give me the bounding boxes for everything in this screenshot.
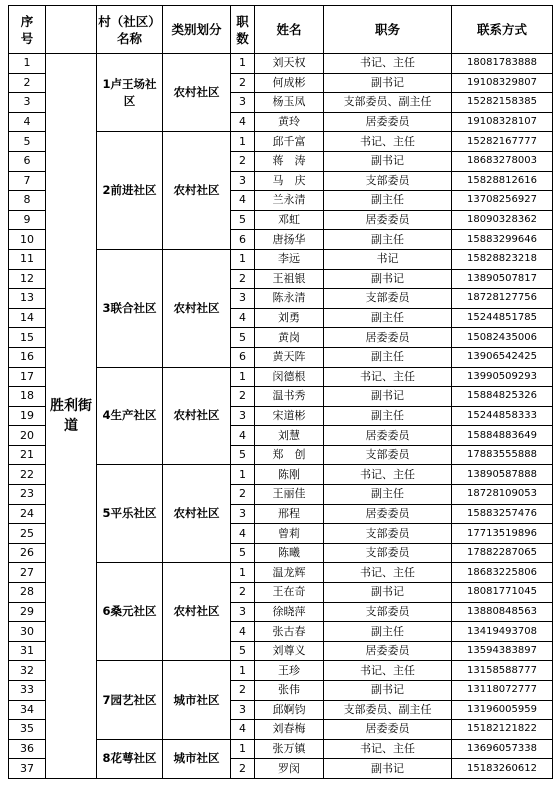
duty-no-cell: 5 [231,641,255,661]
position-cell: 副主任 [324,191,452,211]
duty-no-cell: 2 [231,387,255,407]
name-cell: 刘勇 [255,308,324,328]
duty-no-cell: 1 [231,465,255,485]
phone-cell: 17883555888 [452,445,553,465]
duty-no-cell: 2 [231,269,255,289]
name-cell: 邓虹 [255,210,324,230]
duty-no-cell: 6 [231,230,255,250]
position-cell: 居委委员 [324,210,452,230]
category-cell: 城市社区 [163,661,231,739]
duty-no-cell: 3 [231,289,255,309]
position-cell: 支部委员 [324,602,452,622]
header-row [9,6,553,54]
phone-cell: 15183260612 [452,759,553,779]
phone-cell: 15884883649 [452,426,553,446]
position-cell: 副书记 [324,583,452,603]
seq-cell: 17 [9,367,46,387]
category-cell: 农村社区 [163,465,231,563]
name-cell: 何成彬 [255,73,324,93]
seq-cell: 26 [9,543,46,563]
phone-cell: 13696057338 [452,739,553,759]
duty-no-cell: 4 [231,622,255,642]
position-cell: 居委委员 [324,112,452,132]
position-cell: 书记、主任 [324,661,452,681]
position-cell: 副书记 [324,681,452,701]
duty-no-cell: 1 [231,739,255,759]
phone-cell: 15282167777 [452,132,553,152]
duty-no-cell: 2 [231,151,255,171]
category-cell: 农村社区 [163,367,231,465]
name-cell: 刘慧 [255,426,324,446]
seq-cell: 2 [9,73,46,93]
seq-cell: 4 [9,112,46,132]
duty-no-cell: 4 [231,308,255,328]
seq-cell: 20 [9,426,46,446]
seq-cell: 9 [9,210,46,230]
name-cell: 黄玲 [255,112,324,132]
position-cell: 支部委员 [324,171,452,191]
name-cell: 邱千富 [255,132,324,152]
community-name-cell: 7园艺社区 [97,661,163,739]
duty-no-cell: 4 [231,720,255,740]
name-cell: 王祖银 [255,269,324,289]
seq-cell: 15 [9,328,46,348]
phone-cell: 15828823218 [452,249,553,269]
seq-cell: 37 [9,759,46,779]
header-contact: 联系方式 [452,6,553,54]
phone-cell: 18683278003 [452,151,553,171]
phone-cell: 13906542425 [452,347,553,367]
position-cell: 支部委员 [324,524,452,544]
phone-cell: 15883299646 [452,230,553,250]
community-name-cell: 8花萼社区 [97,739,163,778]
name-cell: 闵德根 [255,367,324,387]
seq-cell: 24 [9,504,46,524]
header-position: 职务 [324,6,452,54]
position-cell: 居委委员 [324,720,452,740]
name-cell: 马 庆 [255,171,324,191]
seq-cell: 34 [9,700,46,720]
position-cell: 书记、主任 [324,132,452,152]
seq-cell: 16 [9,347,46,367]
seq-cell: 12 [9,269,46,289]
duty-no-cell: 1 [231,132,255,152]
community-name-cell: 1卢王场社区 [97,54,163,132]
duty-no-cell: 4 [231,524,255,544]
name-cell: 陈永清 [255,289,324,309]
seq-cell: 8 [9,191,46,211]
duty-no-cell: 1 [231,54,255,74]
position-cell: 支部委员、副主任 [324,700,452,720]
phone-cell: 18683225806 [452,563,553,583]
community-name-cell: 4生产社区 [97,367,163,465]
phone-cell: 13880848563 [452,602,553,622]
phone-cell: 13890587888 [452,465,553,485]
position-cell: 副书记 [324,387,452,407]
phone-cell: 17713519896 [452,524,553,544]
seq-cell: 22 [9,465,46,485]
duty-no-cell: 2 [231,73,255,93]
name-cell: 杨玉凤 [255,93,324,113]
phone-cell: 15883257476 [452,504,553,524]
duty-no-cell: 4 [231,112,255,132]
phone-cell: 15082435006 [452,328,553,348]
seq-cell: 7 [9,171,46,191]
duty-no-cell: 3 [231,93,255,113]
seq-cell: 27 [9,563,46,583]
position-cell: 书记、主任 [324,54,452,74]
phone-cell: 18081771045 [452,583,553,603]
name-cell: 王丽佳 [255,485,324,505]
duty-no-cell: 5 [231,445,255,465]
phone-cell: 13158588777 [452,661,553,681]
name-cell: 徐晓萍 [255,602,324,622]
duty-no-cell: 1 [231,563,255,583]
name-cell: 黄岗 [255,328,324,348]
phone-cell: 15828812616 [452,171,553,191]
seq-cell: 19 [9,406,46,426]
phone-cell: 13419493708 [452,622,553,642]
duty-no-cell: 2 [231,681,255,701]
category-cell: 农村社区 [163,132,231,250]
community-name-cell: 5平乐社区 [97,465,163,563]
duty-no-cell: 3 [231,700,255,720]
seq-cell: 36 [9,739,46,759]
name-cell: 刘春梅 [255,720,324,740]
contact-table [8,5,553,779]
position-cell: 副主任 [324,308,452,328]
name-cell: 张伟 [255,681,324,701]
seq-cell: 10 [9,230,46,250]
seq-cell: 28 [9,583,46,603]
phone-cell: 17882287065 [452,543,553,563]
position-cell: 副主任 [324,622,452,642]
category-cell: 农村社区 [163,54,231,132]
duty-no-cell: 5 [231,210,255,230]
name-cell: 邱婀钧 [255,700,324,720]
seq-cell: 30 [9,622,46,642]
name-cell: 兰永清 [255,191,324,211]
duty-no-cell: 3 [231,602,255,622]
table-row [9,54,553,74]
table-body [9,54,553,779]
seq-cell: 35 [9,720,46,740]
phone-cell: 18081783888 [452,54,553,74]
phone-cell: 13990509293 [452,367,553,387]
position-cell: 副主任 [324,347,452,367]
duty-no-cell: 5 [231,328,255,348]
position-cell: 居委委员 [324,504,452,524]
duty-no-cell: 5 [231,543,255,563]
community-name-cell: 2前进社区 [97,132,163,250]
position-cell: 书记 [324,249,452,269]
header-duty-no: 职数 [231,6,255,54]
name-cell: 邢程 [255,504,324,524]
name-cell: 王珍 [255,661,324,681]
duty-no-cell: 2 [231,583,255,603]
name-cell: 张古春 [255,622,324,642]
duty-no-cell: 3 [231,504,255,524]
duty-no-cell: 3 [231,171,255,191]
header-name: 姓名 [255,6,324,54]
position-cell: 副书记 [324,151,452,171]
phone-cell: 15282158385 [452,93,553,113]
header-street [46,6,97,54]
position-cell: 副书记 [324,759,452,779]
phone-cell: 15884825326 [452,387,553,407]
name-cell: 温龙辉 [255,563,324,583]
phone-cell: 19108329807 [452,73,553,93]
seq-cell: 21 [9,445,46,465]
name-cell: 曾莉 [255,524,324,544]
duty-no-cell: 4 [231,426,255,446]
position-cell: 书记、主任 [324,563,452,583]
seq-cell: 25 [9,524,46,544]
phone-cell: 13118072777 [452,681,553,701]
name-cell: 李远 [255,249,324,269]
position-cell: 居委委员 [324,426,452,446]
street-cell: 胜利街道 [46,54,97,779]
phone-cell: 13594383897 [452,641,553,661]
position-cell: 居委委员 [324,641,452,661]
header-community: 村（社区）名称 [97,6,163,54]
position-cell: 支部委员 [324,445,452,465]
name-cell: 罗闵 [255,759,324,779]
phone-cell: 19108328107 [452,112,553,132]
name-cell: 刘尊义 [255,641,324,661]
position-cell: 支部委员 [324,289,452,309]
phone-cell: 18728109053 [452,485,553,505]
phone-cell: 15244858333 [452,406,553,426]
seq-cell: 13 [9,289,46,309]
name-cell: 黄天阵 [255,347,324,367]
duty-no-cell: 2 [231,485,255,505]
name-cell: 张万镇 [255,739,324,759]
seq-cell: 6 [9,151,46,171]
category-cell: 农村社区 [163,249,231,367]
name-cell: 王在奇 [255,583,324,603]
position-cell: 副书记 [324,73,452,93]
seq-cell: 18 [9,387,46,407]
position-cell: 副主任 [324,406,452,426]
position-cell: 书记、主任 [324,465,452,485]
phone-cell: 18728127756 [452,289,553,309]
seq-cell: 11 [9,249,46,269]
position-cell: 副主任 [324,485,452,505]
header-category: 类别划分 [163,6,231,54]
phone-cell: 13708256927 [452,191,553,211]
community-name-cell: 3联合社区 [97,249,163,367]
duty-no-cell: 1 [231,249,255,269]
position-cell: 支部委员、副主任 [324,93,452,113]
phone-cell: 18090328362 [452,210,553,230]
name-cell: 蒋 涛 [255,151,324,171]
name-cell: 陈刚 [255,465,324,485]
seq-cell: 33 [9,681,46,701]
seq-cell: 23 [9,485,46,505]
duty-no-cell: 1 [231,661,255,681]
category-cell: 农村社区 [163,563,231,661]
community-name-cell: 6桑元社区 [97,563,163,661]
duty-no-cell: 3 [231,406,255,426]
seq-cell: 1 [9,54,46,74]
seq-cell: 31 [9,641,46,661]
position-cell: 居委委员 [324,328,452,348]
position-cell: 副主任 [324,230,452,250]
seq-cell: 32 [9,661,46,681]
duty-no-cell: 4 [231,191,255,211]
duty-no-cell: 1 [231,367,255,387]
phone-cell: 15182121822 [452,720,553,740]
name-cell: 唐扬华 [255,230,324,250]
seq-cell: 3 [9,93,46,113]
position-cell: 支部委员 [324,543,452,563]
phone-cell: 13890507817 [452,269,553,289]
duty-no-cell: 6 [231,347,255,367]
category-cell: 城市社区 [163,739,231,778]
phone-cell: 15244851785 [452,308,553,328]
position-cell: 书记、主任 [324,367,452,387]
name-cell: 温书秀 [255,387,324,407]
position-cell: 副书记 [324,269,452,289]
name-cell: 宋道彬 [255,406,324,426]
name-cell: 陈曦 [255,543,324,563]
header-seq: 序号 [9,6,46,54]
name-cell: 刘天权 [255,54,324,74]
seq-cell: 29 [9,602,46,622]
seq-cell: 5 [9,132,46,152]
position-cell: 书记、主任 [324,739,452,759]
name-cell: 郑 创 [255,445,324,465]
seq-cell: 14 [9,308,46,328]
phone-cell: 13196005959 [452,700,553,720]
duty-no-cell: 2 [231,759,255,779]
